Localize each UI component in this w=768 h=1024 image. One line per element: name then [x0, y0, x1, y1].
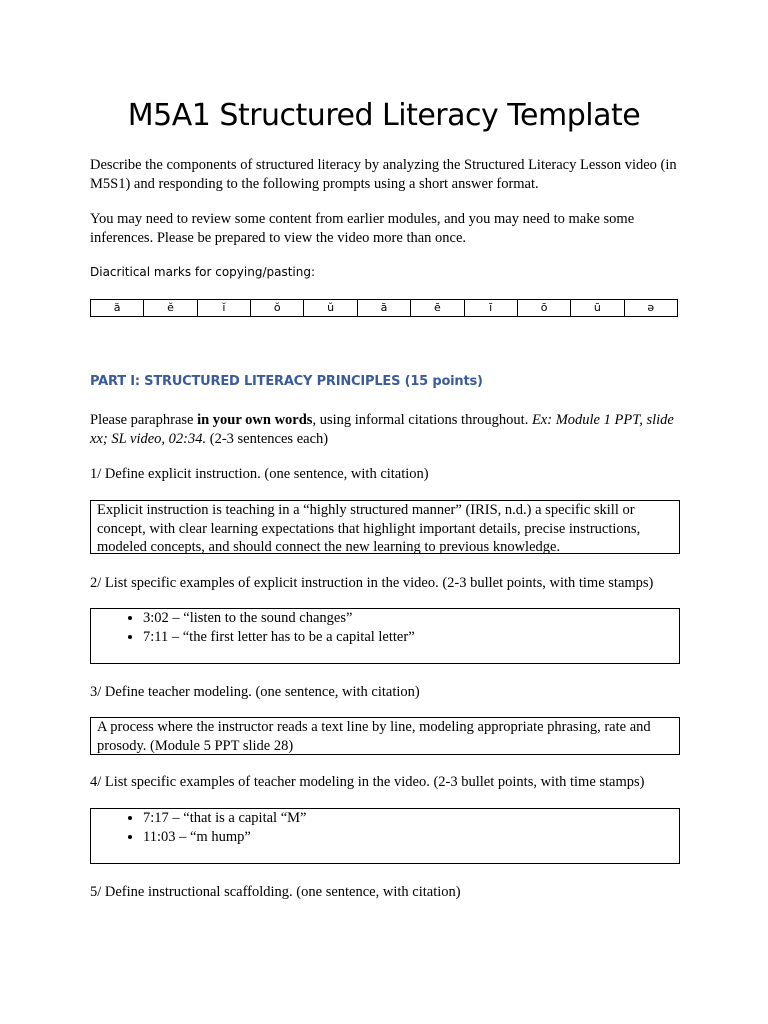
answer-2-list [97, 609, 673, 646]
question-1: 1/ Define explicit instruction. (one sentence, with citation) [90, 466, 429, 482]
diacritic-cell[interactable]: ă [91, 300, 144, 317]
note-paragraph: You may need to review some content from earlier modules, and you may need to make some inferences. Please be prepared to view the video more than once. [90, 211, 635, 246]
question-4: 4/ List specific examples of teacher modeling in the video. (2-3 bullet points, with time stamps) [90, 774, 645, 790]
diacritics-label: Diacritical marks for copying/pasting: [90, 265, 316, 279]
intro-paragraph: Describe the components of structured literacy by analyzing the Structured Literacy Lesson video (in M5S1) and responding to the following prompts using a short answer format. [90, 157, 677, 192]
diacritic-cell[interactable]: ŭ [304, 300, 357, 317]
question-2: 2/ List specific examples of explicit instruction in the video. (2-3 bullet points, with time stamps) [90, 575, 654, 591]
diacritic-cell[interactable]: ĭ [197, 300, 250, 317]
answer-box-4[interactable] [90, 808, 680, 864]
part1-heading: PART I: STRUCTURED LITERACY PRINCIPLES (15 points) [90, 374, 483, 389]
answer-1-text: Explicit instruction is teaching in a “highly structured manner” (IRIS, n.d.) a specific skill or concept, with clear learning expectations that highlight important details, precise instructions, modeled concepts, and should connect the new learning to previous knowledge. [97, 502, 641, 555]
instructions-paragraph [90, 411, 680, 448]
instructions-text: (2-3 sentences each) [206, 430, 329, 447]
list-item: • 7:11 – “the first letter has to be a capital letter” [143, 628, 673, 647]
list-item: • 3:02 – “listen to the sound changes” [143, 609, 673, 628]
diacritic-cell[interactable]: ŏ [251, 300, 304, 317]
list-item: • 7:17 – “that is a capital “M” [143, 809, 673, 828]
answer-box-3[interactable] [90, 717, 680, 755]
diacritic-cell[interactable]: ē [411, 300, 464, 317]
diacritic-cell[interactable]: ī [464, 300, 517, 317]
instructions-text: Please paraphrase [90, 412, 198, 428]
instructions-text: , using informal citations throughout. [312, 412, 532, 428]
diacritic-cell[interactable]: ū [571, 300, 624, 317]
answer-3-text: A process where the instructor reads a text line by line, modeling appropriate phrasing, rate and prosody. (Module 5 PPT slide 28) [97, 719, 651, 754]
diacritic-cell[interactable]: ā [357, 300, 410, 317]
instructions-example: Ex: Module 1 PPT, slide xx; SL video, 02:34. [90, 412, 674, 447]
list-item: • 11:03 – “m hump” [143, 828, 673, 847]
diacritic-cell[interactable]: ō [517, 300, 570, 317]
answer-box-2[interactable] [90, 608, 680, 664]
instructions-emphasis: in your own words [197, 412, 313, 428]
diacritic-cell[interactable]: ĕ [144, 300, 197, 317]
diacritic-cell[interactable]: ə [624, 300, 677, 317]
answer-4-list [97, 809, 673, 846]
diacritics-table [90, 299, 678, 317]
answer-box-1[interactable] [90, 500, 680, 554]
question-5: 5/ Define instructional scaffolding. (one sentence, with citation) [90, 884, 461, 900]
question-3: 3/ Define teacher modeling. (one sentence, with citation) [90, 684, 420, 700]
document-title: M5A1 Structured Literacy Template [127, 98, 641, 133]
